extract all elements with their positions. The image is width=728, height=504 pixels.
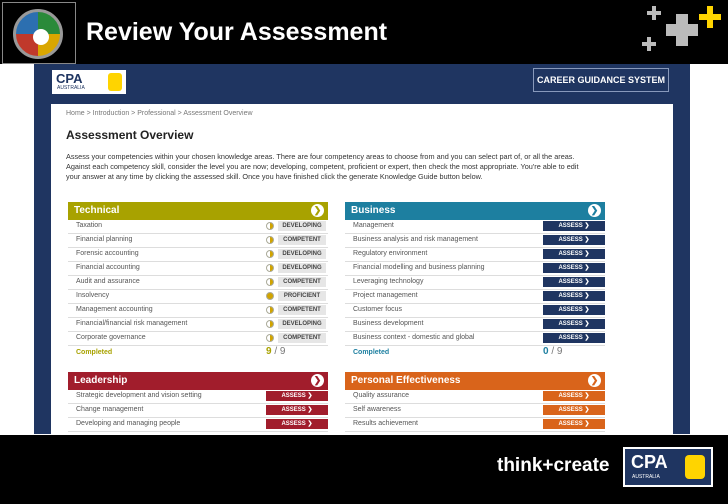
intro-text: Assess your competencies within your chosen knowledge areas. There are four competency areas to choose from and you can select part of, or all the areas. Against each competency skill, consider the level you are now; developing, competent, proficient or expert, then check the most appropriate. You're able to edit your answer at any time by clicking the assessed skill. Once you have finished click the generate Knowledge Guide button below. [66, 152, 579, 181]
skill-label: Financial modelling and business planning [353, 264, 485, 271]
skill-row [345, 390, 605, 404]
slide-header [0, 0, 728, 64]
status-badge[interactable]: PROFICIENT [278, 291, 326, 301]
personal-effectiveness-header[interactable]: Personal Effectiveness ❯ [345, 372, 605, 390]
technical-header[interactable]: Technical ❯ [68, 202, 328, 220]
cpa-logo[interactable]: CPA AUSTRALIA [52, 70, 126, 94]
status-badge[interactable]: DEVELOPING [278, 249, 326, 259]
status-badge[interactable]: COMPETENT [278, 333, 326, 343]
skill-label: Self awareness [353, 406, 401, 413]
assess-button[interactable]: ASSESS ❯ [543, 419, 605, 429]
skill-row [68, 390, 328, 404]
arrow-right-icon[interactable]: ❯ [588, 204, 601, 217]
skill-row[interactable] [68, 248, 328, 262]
progress-icon [266, 278, 274, 286]
business-completed: Completed 0 / 9 [353, 346, 563, 357]
status-badge[interactable]: COMPETENT [278, 235, 326, 245]
progress-icon [266, 306, 274, 314]
skill-row [68, 418, 328, 432]
skill-label: Business context - domestic and global [353, 334, 475, 341]
business-header[interactable]: Business ❯ [345, 202, 605, 220]
skill-label: Change management [76, 406, 144, 413]
skill-row [345, 418, 605, 432]
skill-label: Customer focus [353, 306, 403, 313]
wheel-icon [13, 9, 63, 59]
assess-button[interactable]: ASSESS ❯ [266, 391, 328, 401]
assess-button[interactable]: ASSESS ❯ [266, 419, 328, 429]
skill-label: Management accounting [76, 306, 153, 313]
progress-icon [266, 250, 274, 258]
assess-button[interactable]: ASSESS ❯ [543, 405, 605, 415]
skill-label: Project management [353, 292, 418, 299]
assess-button[interactable]: ASSESS ❯ [543, 333, 605, 343]
status-badge[interactable]: DEVELOPING [278, 221, 326, 231]
skill-label: Results achievement [353, 420, 418, 427]
skill-label: Regulatory environment [353, 250, 428, 257]
skill-label: Financial planning [76, 236, 133, 243]
skill-row [68, 404, 328, 418]
assess-button[interactable]: ASSESS ❯ [543, 221, 605, 231]
page-title: Assessment Overview [66, 128, 194, 142]
skill-row [345, 304, 605, 318]
skill-label: Business analysis and risk management [353, 236, 478, 243]
breadcrumb[interactable]: Home > Introduction > Professional > Assessment Overview [66, 110, 253, 117]
progress-icon [266, 222, 274, 230]
skill-label: Insolvency [76, 292, 110, 299]
assess-button[interactable]: ASSESS ❯ [543, 249, 605, 259]
crest-icon [108, 73, 122, 91]
skill-row[interactable] [68, 318, 328, 332]
skill-row [345, 332, 605, 346]
skill-row [345, 220, 605, 234]
crest-icon [685, 455, 705, 479]
skill-row [345, 404, 605, 418]
competency-wheel-logo [2, 2, 76, 64]
status-badge[interactable]: COMPETENT [278, 305, 326, 315]
skill-row[interactable] [68, 220, 328, 234]
skill-row[interactable] [68, 262, 328, 276]
personal-effectiveness-panel [345, 372, 605, 432]
arrow-right-icon[interactable]: ❯ [588, 374, 601, 387]
skill-row [345, 262, 605, 276]
assess-button[interactable]: ASSESS ❯ [543, 319, 605, 329]
slide-footer [0, 435, 728, 504]
progress-icon [266, 334, 274, 342]
skill-label: Financial/financial risk management [76, 320, 188, 327]
system-title: CAREER GUIDANCE SYSTEM [533, 68, 669, 92]
skill-label: Strategic development and vision setting [76, 392, 202, 399]
assess-button[interactable]: ASSESS ❯ [543, 391, 605, 401]
technical-panel [68, 202, 328, 360]
assess-button[interactable]: ASSESS ❯ [543, 305, 605, 315]
tagline: think+create [497, 455, 610, 476]
status-badge[interactable]: DEVELOPING [278, 263, 326, 273]
assess-button[interactable]: ASSESS ❯ [543, 235, 605, 245]
skill-row[interactable] [68, 234, 328, 248]
progress-icon [266, 236, 274, 244]
leadership-panel [68, 372, 328, 432]
assess-button[interactable]: ASSESS ❯ [543, 263, 605, 273]
assess-button[interactable]: ASSESS ❯ [543, 291, 605, 301]
skill-label: Quality assurance [353, 392, 410, 399]
app-header [34, 64, 690, 102]
leadership-header[interactable]: Leadership ❯ [68, 372, 328, 390]
skill-row [345, 276, 605, 290]
skill-label: Forensic accounting [76, 250, 139, 257]
skill-row[interactable] [68, 304, 328, 318]
status-badge[interactable]: COMPETENT [278, 277, 326, 287]
skill-label: Audit and assurance [76, 278, 140, 285]
skill-row[interactable] [68, 332, 328, 346]
skill-label: Management [353, 222, 394, 229]
slide-title: Review Your Assessment [86, 18, 388, 46]
skill-row [345, 318, 605, 332]
skill-label: Leveraging technology [353, 278, 424, 285]
footer-cpa-logo: CPA AUSTRALIA [623, 447, 713, 487]
business-panel [345, 202, 605, 360]
technical-completed: Completed 9 / 9 [76, 346, 286, 357]
skill-label: Financial accounting [76, 264, 140, 271]
progress-icon [266, 264, 274, 272]
progress-icon [266, 320, 274, 328]
skill-row [345, 248, 605, 262]
status-badge[interactable]: DEVELOPING [278, 319, 326, 329]
assess-button[interactable]: ASSESS ❯ [543, 277, 605, 287]
skill-row[interactable] [68, 276, 328, 290]
skill-label: Taxation [76, 222, 103, 229]
skill-label: Developing and managing people [76, 420, 181, 427]
arrow-right-icon[interactable]: ❯ [311, 374, 324, 387]
progress-icon [266, 292, 274, 300]
skill-label: Business development [353, 320, 424, 327]
app-screenshot [34, 64, 690, 434]
assess-button[interactable]: ASSESS ❯ [266, 405, 328, 415]
skill-row [345, 290, 605, 304]
skill-row [345, 234, 605, 248]
skill-label: Corporate governance [76, 334, 146, 341]
main-content [51, 104, 673, 434]
arrow-right-icon[interactable]: ❯ [311, 204, 324, 217]
skill-row[interactable] [68, 290, 328, 304]
